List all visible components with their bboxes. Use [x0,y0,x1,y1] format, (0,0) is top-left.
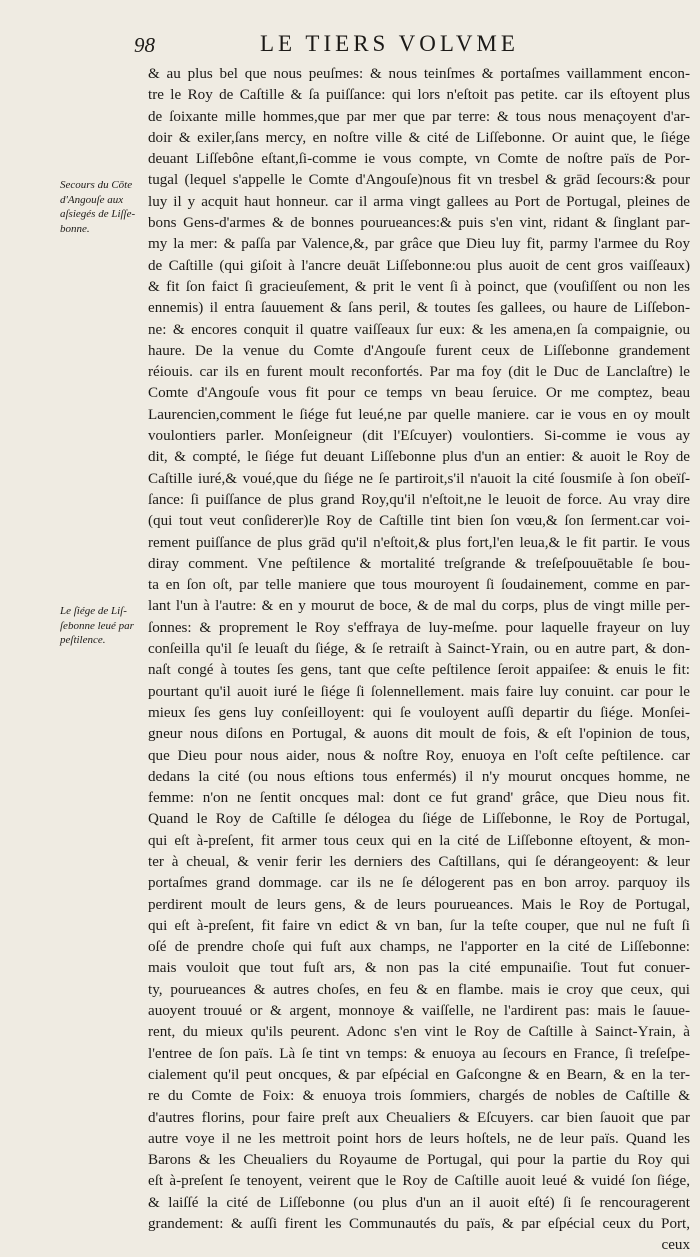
text-line: de ſoixante mille hommes,que par mer que par terre: & tous nous menaçoyent d'ar- [148,108,690,125]
text-line: & au plus bel que nous peuſmes: & nous teinſmes & portaſmes vaillamment encon- [148,66,690,82]
margin-note-line: bonne. [60,222,90,235]
text-line: & fit ſon faict ſi gracieuſement, & prit le vent ſi à poinct, que (vouſiſſent ou non les [148,278,690,295]
text-line: voulontiers parler. Monſeigneur (dit l'Eſcuyer) voulontiers. Si-comme ie vous ay [148,428,690,445]
text-line: de Caſtille (qui giſoit à l'ancre deuāt Liſſebonne:ou plus auoit de cent gros vaiſſeaux) [148,257,690,274]
text-line: grandement: & auſſi firent les Communautés du païs, & par eſpécial ceux du Port, [148,1216,690,1233]
text-line: réiouis. car ils en furent moult reconfortés. Par ma foy (dit le Duc de Lanclaſtre) le [148,364,690,381]
text-line: diray comment. Vne peſtilence & mortalité treſgrande & treſeſpouuētable ſe bou- [148,555,690,572]
text-line: ne: & encores conquit il quatre vaiſſeaux ſur eux: & les amena,en ſa compaignie, ou [148,321,690,338]
text-line: d'autres florins, pour faire preſt aux Cheualiers & Eſcuyers. car bien ſauoit que par [148,1109,690,1126]
margin-note-line: d'Angouſe aux [60,193,124,206]
text-line: doir & exiler,ſans mercy, en noſtre ville & cité de Liſſebonne. Or auint que, le ſiége [148,129,690,146]
margin-note-line: Secours du Cōte [60,179,133,191]
text-line: oſé de prendre choſe qui fuſt aux champs, ne l'apporter en la cité de Liſſebonne: [148,939,690,956]
text-line: eſt à-preſent ſe tenoyent, veirent que le Roy de Caſtille auoit leué & vuidé ſon ſiége, [148,1173,690,1190]
text-line: mais vouloit que tout fuſt ars, & non pas la cité empunaiſie. Tout fut conuer- [148,960,690,977]
text-line: dedans la cité (ou nous eſtions tous enfermés) il n'y mourut oncques homme, ne [148,768,690,785]
text-line: rent, du mieux qu'ils peurent. Adonc s'en vint le Roy de Caſtille à Sainct-Yrain, à [148,1024,690,1041]
margin-note-line: Le ſiége de Liſ- [60,605,127,617]
text-line: auoyent trouué or & argent, monnoye & vaiſſelle, ne l'ardirent pas: mais le ſauue- [148,1003,690,1020]
page-number: 98 [134,33,155,57]
text-line: tre le Roy de Caſtille & ſa puiſſance: qui lors n'eſtoit pas petite. car ils eſtoyent plus [148,87,690,104]
text-line: conſeilla qu'il ſe leuaſt du ſiége, & ſe retraiſt à Sainct-Yrain, ou en autre part, & don- [148,641,690,658]
text-line: que Dieu pour nous aider, nous & noſtre Roy, enuoya en l'oſt ceſte peſtilence. car [148,747,690,764]
text-line: portaſmes grand dommage. car ils ne ſe délogerent pas en bon arroy. parquoy ils [148,875,690,892]
text-line: gneur nous diſons en Portugal, & auons dit moult de fois, & eſt l'opinion de tous, [148,726,690,743]
text-line: ter à cheual, & venir ferir les derniers des Caſtillans, qui ſe dérangeoyent: & leur [148,853,690,870]
text-line: cialement qu'il peut oncques, & par eſpécial en Gaſcongne & en Bearn, & en la ter- [148,1066,690,1083]
text-line: Quand le Roy de Caſtille ſe délogea du ſiége de Liſſebonne, le Roy de Portugal, [148,811,690,828]
running-title: LE TIERS VOLVME [260,31,519,56]
text-line: ſonnes: & proprement le Roy s'effraya de luy-meſme. pour laquelle frayeur on luy [148,619,690,636]
text-line: ta en ſon oſt, par telle maniere que tous mouroyent ſi ſoudainement, comme en par- [148,577,690,594]
margin-note-siege [60,604,148,648]
text-line: haure. De la venue du Comte d'Angouſe furent ceux de Liſſebonne grandement [148,342,690,359]
text-line: perdirent moult de leurs gens, & de leurs pourueances. Mais le Roy de Portugal, [148,896,690,913]
text-line: Barons & les Cheualiers du Royaume de Portugal, qui pour la partie du Roy qui [148,1152,690,1169]
text-line: naſt congé à toutes ſes gens, tant que ceſte peſtilence ſeroit appaiſee: & enuis le fit: [148,662,690,679]
text-line: lant l'un à l'autre: & en y mourut de boce, & de mal du corps, plus de vingt mille per- [148,598,690,615]
text-line: qui eſt à-preſent, fit armer tous ceux qui en la cité de Liſſebonne eſtoyent, & mon- [148,832,690,849]
text-line: ſance: ſi puiſſance de plus grand Roy,qu'il n'eſtoit,ne le leuoit de force. Au vray dire [148,491,690,508]
margin-note-line: aſsiegés de Liſſe- [60,208,136,220]
margin-note-line: ſebonne leué par [60,619,134,632]
margin-note-secours [60,178,148,236]
text-line: l'entree de ſon païs. Là ſe tint vn temps: & enuoya au ſecours en France, ſi treſeſpe- [148,1045,690,1062]
text-line: ty, pourueances & autres choſes, en feu & en flambe. mais ie croy que ceux, qui [148,981,690,998]
text-line: (qui tout veut conſiderer)le Roy de Caſtille tint bien ſon vœu,& ſon ſerment.car voi- [148,513,690,530]
text-line: Laurencien,comment le ſiége fut leué,ne par quelle maniere. car ie vous en oy moult [148,406,690,423]
text-line: rement puiſſance de plus grād qu'il n'eſtoit,& plus fort,l'en leua,& le fit partir. Ie vous [148,534,690,551]
text-line: re du Comte de Foix: & enuoya trois ſommiers, chargés de nobles de Caſtille & [148,1088,690,1105]
text-line: autre voye il ne les mettroit point hors de leurs hoſtels, ne de leur païs. Quand les [148,1130,690,1147]
text-line: Comte d'Angouſe vous fit pour ce temps vn beau ſeruice. Or me comptez, beau [148,385,690,402]
text-line: ennemis) il entra ſauuement & ſans peril, & toutes ſes gallees, ou haure de Liſſebon- [148,300,690,317]
page-header [134,31,584,61]
text-line: luy il y acquit haut honneur. car il arma vingt gallees au Port de Portugal, pleines de [148,193,690,210]
text-line: femme: n'on ne ſentit oncques mal: dont ce fut grand' grâce, que Dieu nous fit. [148,790,690,807]
text-line: deuant Liſſebône eſtant,ſi-comme ie vous compte, vn Comte de noſtre païs de Por- [148,151,690,168]
text-line: tugal (lequel s'appelle le Comte d'Angouſe)nous fit vn tresbel & grād ſecours:& pour [148,172,690,189]
text-line: Caſtille iuré,& voué,que du ſiége ne ſe partiroit,s'il n'auoit la cité ſousmiſe à ſon obeïſ- [148,470,690,487]
margin-note-line: peſtilence. [60,634,106,646]
text-line: my la mer: & paſſa par Valence,&, par grâce que Dieu luy fit, parmy l'armee du Roy [148,236,690,253]
text-line: dit, & compté, le ſiége fut deuant Liſſebonne plus d'un an entier: & auoit le Roy de [148,449,690,466]
text-line: & laiſſé la cité de Liſſebonne (ou plus d'un an il auoit eſté) ſi ſe rencouragerent [148,1194,690,1211]
text-line: ceux [661,1237,690,1254]
text-line: mieux ſes gens luy conſeilloyent: qui ſe vouloyent auſſi departir du ſiége. Monſei- [148,704,690,721]
text-line: pourtant qu'il auoit iuré le ſiége ſi ſolennellement. mais faire luy conuint. car pour le [148,683,690,700]
text-line: qui eſt à-preſent, fit faire vn edict & vn ban, ſur la teſte couper, que nul ne fuſt ſi [148,917,690,934]
text-line: bons Gens-d'armes & de bonnes pourueances:& puis s'en vint, ridant & ſinglant par- [148,215,690,232]
body-text [148,64,690,1257]
